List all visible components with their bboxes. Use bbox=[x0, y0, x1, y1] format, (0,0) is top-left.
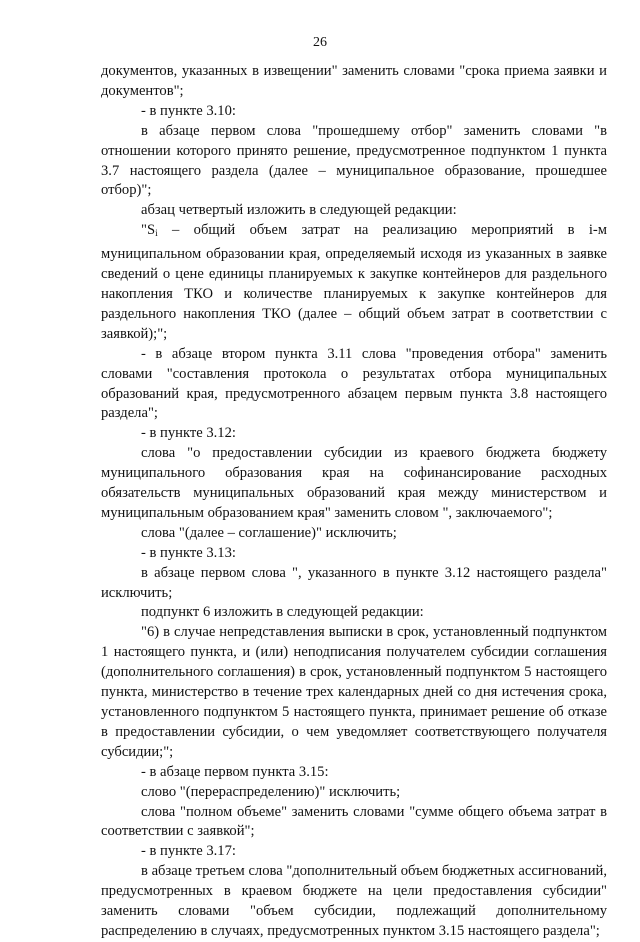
paragraph: - в абзаце втором пункта 3.11 слова "проведения отбора" заменить словами "составления протокола о результатах отбора муниципальных образований края, предусмотренного абзацем первым пункта 3.8 настоящего раздела"; bbox=[101, 345, 607, 422]
formula-subscript: i bbox=[155, 229, 158, 240]
paragraph: - в пункте 3.13: bbox=[141, 544, 236, 561]
paragraph: - в абзаце первом пункта 3.15: bbox=[141, 763, 329, 780]
page-number: 26 bbox=[313, 35, 327, 50]
paragraph: - в пункте 3.12: bbox=[141, 425, 236, 442]
paragraph: абзац четвертый изложить в следующей редакции: bbox=[141, 202, 457, 219]
paragraph: в абзаце первом слова ", указанного в пункте 3.12 настоящего раздела" исключить; bbox=[101, 564, 607, 601]
formula-description: – общий объем затрат на реализацию мероприятий в i-м муниципальном образовании края, определяемый исходя из указанных в заявке сведений о цене единицы планируемых к закупке контейнеров для раздельного накопления ТКО и количестве планируемых к закупке контейнеров для раздельного накопления ТКО (далее – общий объем затрат в соответствии с заявкой);"; bbox=[101, 222, 607, 342]
paragraph: документов, указанных в извещении" заменить словами "срока приема заявки и документов"; bbox=[101, 63, 607, 99]
paragraph: - в пункте 3.17: bbox=[141, 843, 236, 860]
paragraph: слова "(далее – соглашение)" исключить; bbox=[141, 524, 397, 541]
paragraph: слова "полном объеме" заменить словами "сумме общего объема затрат в соответствии с заявкой"; bbox=[101, 803, 607, 840]
paragraph: слово "(перераспределению)" исключить; bbox=[141, 783, 401, 800]
paragraph: в абзаце первом слова "прошедшему отбор" заменить словами "в отношении которого принято решение, предусмотренное подпунктом 1 пункта 3.7 настоящего раздела (далее – муниципальное образование, прошедшее отбор)"; bbox=[101, 122, 607, 199]
paragraph: подпункт 6 изложить в следующей редакции: bbox=[141, 604, 424, 621]
paragraph: в абзаце третьем слова "дополнительный объем бюджетных ассигнований, предусмотренных в краевом бюджете на цели предоставления субсидии" заменить словами "объем субсидии, подлежащий дополнительному распределению в случаях, предусмотренных пунктом 3.15 настоящего раздела"; bbox=[101, 863, 607, 939]
formula-symbol: "S bbox=[141, 222, 156, 239]
paragraph: "6) в случае непредставления выписки в срок, установленный подпунктом 1 настоящего пункта, и (или) неподписания получателем субсидии соглашения (дополнительного соглашения) в срок, установленный подпунктом 5 настоящего пункта, министерство в течение трех календарных дней со дня истечения срока, установленного подпунктом 5 настоящего пункта, принимает решение об отказе в предоставлении субсидии, о чем уведомляет соответствующего получателя субсидии;"; bbox=[101, 624, 607, 760]
document-body bbox=[101, 62, 607, 942]
paragraph: слова "о предоставлении субсидии из краевого бюджета бюджету муниципального образования края на софинансирование расходных обязательств муниципальных образований края между министерством и муниципальным образованием края" заменить словом ", заключаемого"; bbox=[101, 445, 607, 521]
paragraph: - в пункте 3.10: bbox=[141, 102, 236, 119]
paragraph-formula-definition bbox=[101, 221, 607, 344]
